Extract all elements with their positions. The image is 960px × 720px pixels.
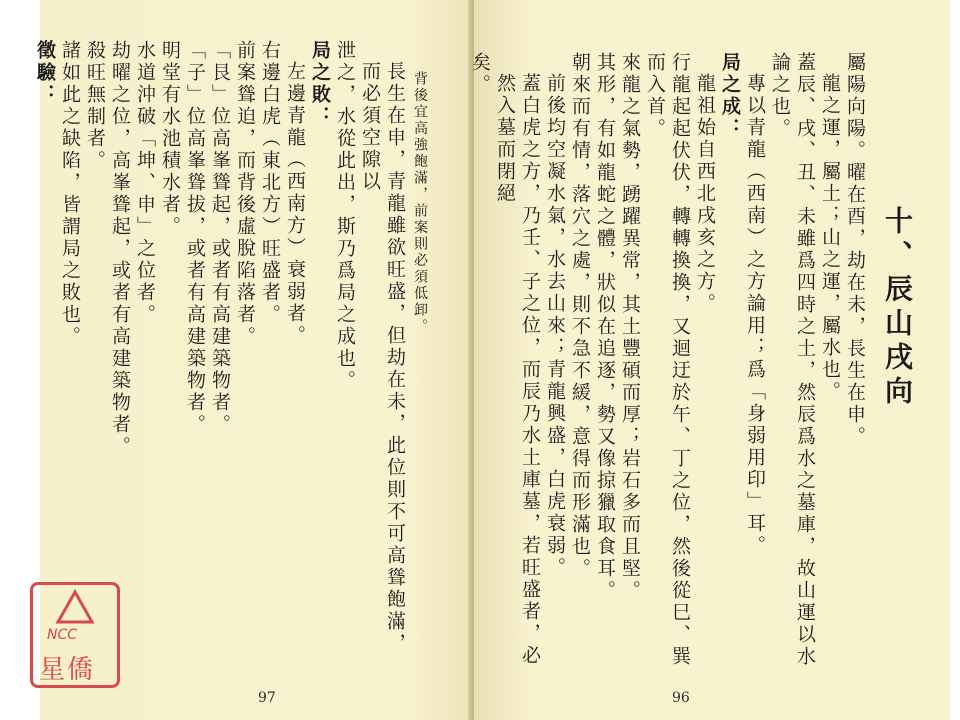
stamp-name: 星僑 [39, 655, 96, 685]
text-line: 專以青龍（西南）之方論用；爲「身弱用印」耳。 [744, 72, 766, 557]
text-line: 行龍起起伏伏，轉轉換換，又迴迂於午、丁之位，然後從巳、巽而入首。 [644, 52, 691, 668]
text-line: 前案聳迫，而背後虛脫陷落者。 [234, 40, 256, 348]
right-page-text [467, 52, 914, 672]
text-line: 其形，有如龍蛇之體，狀似在追逐，勢又像掠獵取食耳。 [594, 52, 616, 602]
stamp-label: NCC [47, 627, 78, 643]
section-heading: 局之成： [719, 52, 741, 140]
text-line: 長生在申，青龍雖欲旺盛，但劫在未，此位則不可高聳飽滿，而必須空隙以 [359, 60, 406, 655]
text-line: 「艮」位高峯聳起，或者有高建築物者。 [209, 40, 231, 436]
text-line: 朝來而有情，落穴之處，則不急不緩，意得而形滿也。 [569, 52, 591, 580]
text-line: 龍之運，屬土；山之運，屬水也。 [819, 72, 841, 403]
text-line: 矣。 [469, 52, 491, 96]
chapter-title: 十、辰山戌向 [881, 206, 914, 410]
page-number: 97 [258, 690, 276, 706]
mountain-triangle-icon [55, 589, 95, 625]
text-line: 劫曜之位，高峯聳起，或者有高建築物者。 [109, 40, 131, 458]
text-line: 右邊白虎（東北方）旺盛者。 [259, 40, 281, 326]
text-line: 泄之，水從此出，斯乃爲局之成也。 [334, 40, 356, 392]
text-line: 左邊青龍（西南方）衰弱者。 [284, 60, 306, 347]
left-page-text [32, 40, 432, 660]
text-line: 龍祖始自西北戌亥之方。 [694, 72, 716, 315]
text-line: 屬陽向陽。曜在酉，劫在未，長生在申。 [844, 52, 866, 448]
text-line: 背後宜高強飽滿，前案則必須低卸。 [412, 70, 428, 335]
text-line: 前後均空凝水氣，水去山來；青龍興盛，白虎衰弱。 [544, 72, 566, 579]
text-line: 殺旺無制者。 [84, 40, 106, 172]
section-heading: 局之敗： [309, 40, 331, 128]
text-line: 水道沖破「坤、申」之位者。 [134, 40, 156, 326]
text-line: 蓋白虎之方，乃壬、子之位，而辰乃水土庫墓，若旺盛者，必然入墓而閉絕 [494, 72, 541, 667]
text-line: 「子」位高峯聳拔，或者有高建築物者。 [184, 40, 206, 436]
text-line: 蓋辰、戌、丑、未雖爲四時之土，然辰爲水之墓庫，故山運以水論之也。 [769, 52, 816, 668]
text-line: 諸如此之缺陷，皆謂局之敗也。 [59, 40, 81, 348]
text-line: 來龍之氣勢，踴躍異常，其土豐碩而厚；岩石多而且堅。 [619, 52, 641, 602]
page-number: 96 [672, 690, 690, 706]
section-heading: 徵驗： [34, 40, 56, 106]
watermark-stamp [30, 582, 120, 688]
right-page [469, 0, 950, 720]
text-line: 明堂有水池積水者。 [159, 40, 181, 238]
